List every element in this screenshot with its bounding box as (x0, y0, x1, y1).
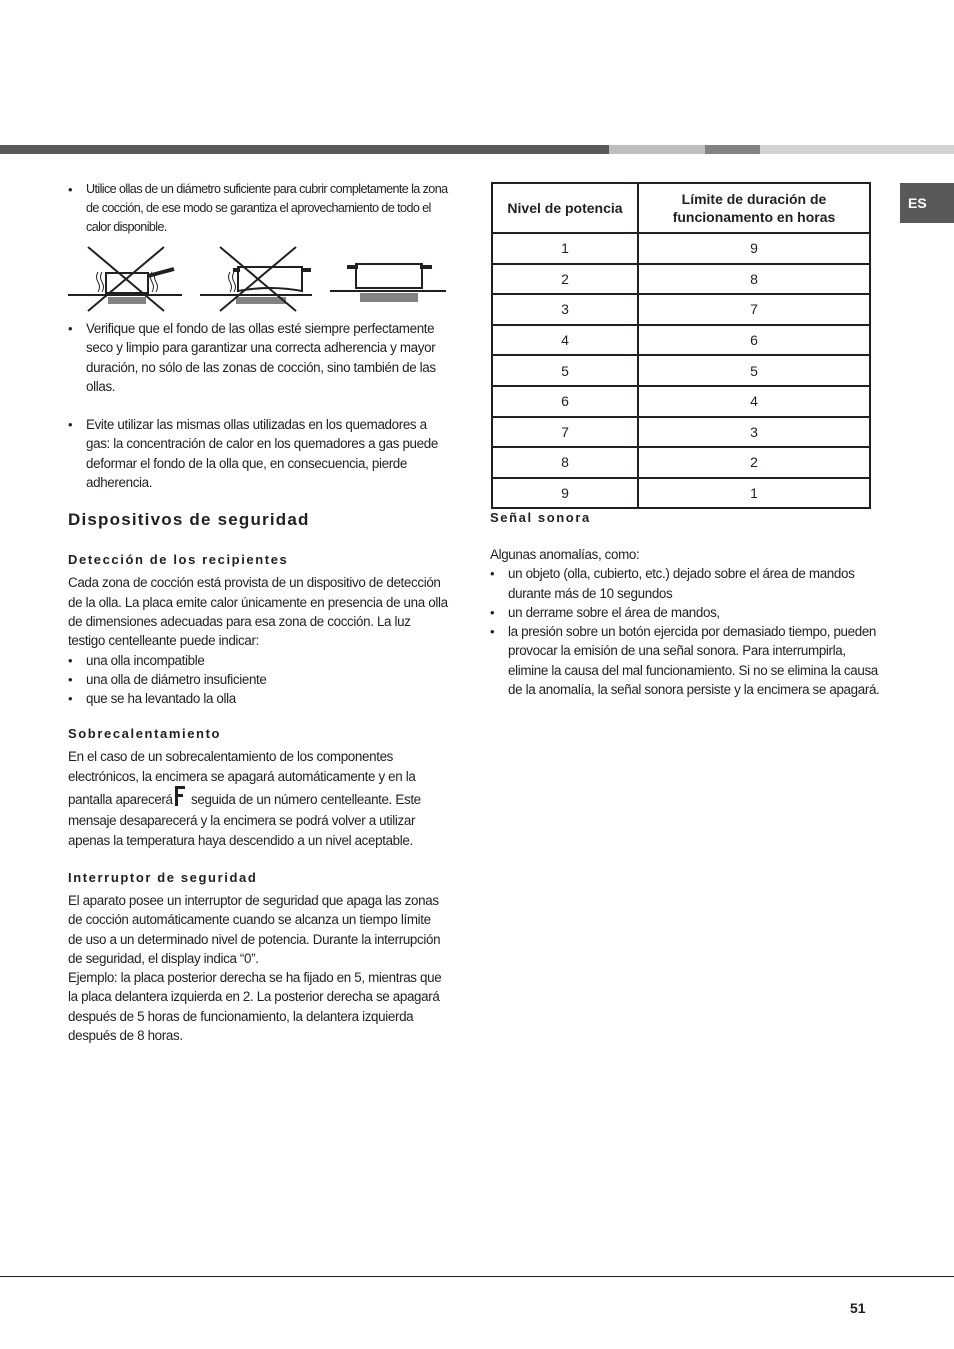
list-item: • un derrame sobre el área de mandos, (490, 603, 880, 622)
table-cell: 9 (638, 233, 870, 264)
table-row (492, 447, 870, 478)
table-cell: 7 (492, 417, 638, 448)
subsection-heading-detection: Detección de los recipientes (68, 552, 289, 568)
table-header-level: Nivel de potencia (492, 183, 638, 233)
list-item: • la presión sobre un botón ejercida por demasiado tiempo, pueden provocar la emisión de una señal sonora. Para interrumpirla, elimine la causa del mal funcionamiento. Si no se elimina la causa de la anomalía, la señal sonora persiste y la encimera se apagará. (490, 622, 880, 699)
subsection-heading-beep: Señal sonora (490, 510, 591, 525)
table-row (492, 417, 870, 448)
list-item: • una olla de diámetro insuficiente (68, 670, 448, 689)
list-item: • Verifique que el fondo de las ollas esté siempre perfectamente seco y limpio para garantizar una correcta adherencia y mayor duración, no sólo de las zonas de cocción, sino también de las ollas. (68, 319, 448, 396)
pan-too-small-crossed-icon (68, 247, 182, 311)
table-row (492, 325, 870, 356)
switch-example-text: Ejemplo: la placa posterior derecha se ha fijado en 5, mientras que la placa delantera izquierda en 2. La posterior derecha se apagará después de 5 horas de funcionamiento, la delantera izquierda después de 8 horas. (68, 970, 442, 1044)
header-color-bar (0, 145, 954, 154)
pan-illustrations (68, 245, 448, 313)
list-item: • Utilice ollas de un diámetro suficiente para cubrir completamente la zona de cocción, de ese modo se garantiza el aprovechamiento de todo el calor disponible. (68, 180, 448, 237)
table-cell: 4 (638, 386, 870, 417)
table-cell: 2 (638, 447, 870, 478)
list-item: • una olla incompatible (68, 651, 448, 670)
subsection-heading-switch: Interruptor de seguridad (68, 869, 258, 885)
list-item: • que se ha levantado la olla (68, 689, 448, 708)
footer-rule (0, 1276, 954, 1277)
subsection-heading-overheating: Sobrecalentamiento (68, 726, 222, 742)
power-limit-table (491, 182, 871, 509)
beep-intro: Algunas anomalías, como: (490, 547, 640, 562)
table-cell: 5 (638, 355, 870, 386)
detection-text: Cada zona de cocción está provista de un dispositivo de detección de la olla. La placa emite calor únicamente en presencia de una olla de dimensiones adecuadas para esa zona de cocción. La luz testigo centelleante puede indicar: (68, 575, 448, 649)
pan-illustration-svg (68, 245, 448, 313)
table-cell: 6 (638, 325, 870, 356)
pan-deformed-crossed-icon (200, 247, 312, 311)
table-row (492, 264, 870, 295)
header-bar-segment-pale (760, 145, 954, 154)
table-header-row (492, 183, 870, 233)
table-row (492, 233, 870, 264)
overheating-text (68, 747, 448, 849)
table-row (492, 294, 870, 325)
overheating-text-after: seguida de un número centelleante. Este mensaje desaparecerá y la encimera se podrá volver a utilizar apenas la temperatura haya descendido a un nivel aceptable. (68, 792, 421, 848)
right-column (490, 510, 880, 699)
page-number: 51 (850, 1300, 866, 1316)
display-f-glyph (174, 786, 186, 811)
table-header-duration: Límite de duración de funcionamento en horas (638, 183, 870, 233)
table-cell: 1 (492, 233, 638, 264)
table-row (492, 355, 870, 386)
overheating-text-before: En el caso de un sobrecalentamiento de los componentes electrónicos, la encimera se apagará automáticamente y en la pantalla aparecerá (68, 749, 416, 808)
intro-list-continued (68, 319, 448, 492)
switch-text: El aparato posee un interruptor de seguridad que apaga las zonas de cocción automáticamente cuando se alcanza un tiempo límite de uso a un determinado nivel de potencia. Durante la interrupción de seguridad, el display indica “0”. (68, 892, 441, 966)
detection-list (68, 651, 448, 709)
header-bar-segment-dark (0, 145, 609, 154)
table-cell: 1 (638, 478, 870, 509)
table-cell: 8 (492, 447, 638, 478)
section-title: Dispositivos de seguridad (68, 510, 310, 530)
list-item: • Evite utilizar las mismas ollas utilizadas en los quemadores a gas: la concentración de calor en los quemadores a gas puede deformar el fondo de la olla que, en consecuencia, pierde adherencia. (68, 415, 448, 492)
header-bar-segment-light (609, 145, 705, 154)
table-cell: 5 (492, 355, 638, 386)
beep-list (490, 564, 880, 699)
language-tab: ES (900, 183, 954, 223)
table-cell: 8 (638, 264, 870, 295)
table-row (492, 386, 870, 417)
intro-list (68, 180, 448, 237)
list-item: • un objeto (olla, cubierto, etc.) dejado sobre el área de mandos durante más de 10 segundos (490, 564, 880, 603)
left-column (68, 180, 448, 1045)
table-cell: 4 (492, 325, 638, 356)
table-row (492, 478, 870, 509)
table-cell: 3 (638, 417, 870, 448)
table-cell: 7 (638, 294, 870, 325)
table-cell: 9 (492, 478, 638, 509)
table-cell: 3 (492, 294, 638, 325)
table-cell: 2 (492, 264, 638, 295)
table-cell: 6 (492, 386, 638, 417)
pan-correct-icon (330, 264, 446, 302)
header-bar-segment-mid (705, 145, 760, 154)
